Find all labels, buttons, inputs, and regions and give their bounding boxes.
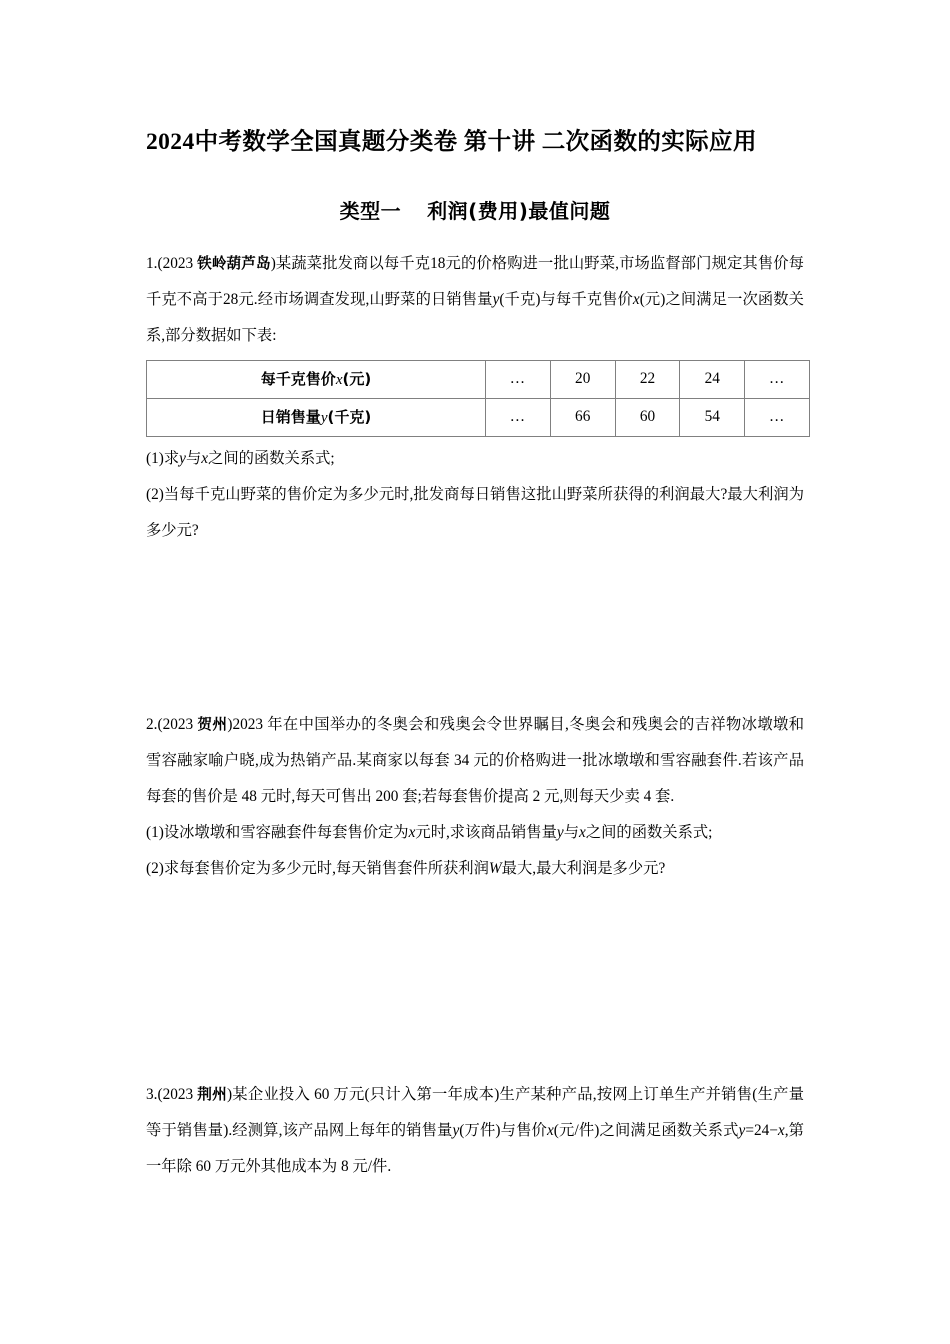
problem-3-source-suffix: ) bbox=[226, 1085, 233, 1103]
problem-2-source-prefix: (2023 bbox=[157, 715, 198, 733]
p2q1-var-y: y bbox=[556, 823, 564, 841]
row-header-sales bbox=[147, 398, 486, 436]
section-name: 利润(费用)最值问题 bbox=[427, 198, 611, 223]
table-cell: 24 bbox=[680, 360, 745, 398]
problem-1-value-18: 18 bbox=[430, 254, 446, 272]
problem-2-stem-text: 2023 年在中国举办的冬奥会和残奥会令世界瞩目,冬奥会和残奥会的吉祥物冰墩墩和雪容融家喻户晓,成为热销产品.某商家以每套 34 元的价格购进一批冰墩墩和雪容融套件.若该产品每套的售价是 48 元时,每天可售出 200 套;若每套售价提高 2 元,则每天少卖 4 套. bbox=[146, 715, 804, 805]
table-row bbox=[147, 398, 810, 436]
table-cell: … bbox=[745, 360, 810, 398]
problem-3-stem-part4: ,第一年除 60 万元外其他成本为 8 元/件. bbox=[146, 1121, 804, 1175]
problem-1-stem-part3: 元.经市场调查发现,山野菜的日销售量 bbox=[238, 290, 493, 308]
p2q1-var-x: x bbox=[408, 823, 416, 841]
table-row bbox=[147, 360, 810, 398]
problem-1-source-suffix: ) bbox=[270, 254, 276, 272]
problem-1-source-prefix: (2023 bbox=[157, 254, 198, 272]
problem-3-formula-rest: =24− bbox=[745, 1121, 778, 1139]
p2q1-mid2: 与 bbox=[563, 823, 579, 841]
problem-1-subquestion-1 bbox=[146, 441, 804, 477]
row-header-sales-text: 日销售量 bbox=[260, 407, 321, 426]
table-cell: 20 bbox=[550, 360, 615, 398]
problem-2-number: 2. bbox=[146, 715, 158, 733]
problem-2 bbox=[146, 707, 804, 887]
problem-2-source: 贺州 bbox=[197, 715, 228, 733]
problem-3-stem-part2: (万件)与售价 bbox=[459, 1121, 547, 1139]
problem-1-stem bbox=[146, 246, 804, 354]
table-cell: 54 bbox=[680, 398, 745, 436]
problem-1-value-28: 28 bbox=[222, 290, 239, 308]
row-header-price-var: x bbox=[335, 371, 343, 388]
p2q1-mid: 元时,求该商品销售量 bbox=[415, 823, 557, 841]
problem-1-stem-part2: 元的价格购进一批山野菜,市场监督部门规定其售价每千克不高于 bbox=[146, 254, 804, 308]
problem-1-number: 1. bbox=[146, 254, 158, 272]
p1q1-var-x: x bbox=[201, 449, 209, 467]
problem-2-stem bbox=[146, 707, 804, 815]
p2q1-post: 之间的函数关系式; bbox=[585, 823, 713, 841]
problem-3-formula-y: y bbox=[738, 1121, 746, 1139]
problem-1-stem-part4: (千克)与每千克售价 bbox=[499, 290, 633, 308]
problem-3-source-prefix: (2023 bbox=[157, 1085, 198, 1103]
problem-1-var-x: x bbox=[632, 290, 640, 308]
row-header-price-text: 每千克售价 bbox=[260, 369, 336, 388]
p2q1-pre: (1)设冰墩墩和雪容融套件每套售价定为 bbox=[146, 823, 409, 841]
problem-1-var-y: y bbox=[492, 290, 500, 308]
problem-1 bbox=[146, 246, 804, 549]
section-heading bbox=[146, 195, 804, 224]
p1q1-pre: (1)求 bbox=[146, 449, 180, 467]
table-cell: … bbox=[486, 360, 551, 398]
row-header-sales-var: y bbox=[320, 409, 328, 426]
problem-1-stem-part1: 某蔬菜批发商以每千克 bbox=[275, 254, 431, 272]
p2q2-pre: (2)求每套售价定为多少元时,每天销售套件所获利润 bbox=[146, 859, 489, 877]
problem-3-var-x: x bbox=[546, 1121, 554, 1139]
table-cell: 60 bbox=[615, 398, 680, 436]
row-header-price bbox=[147, 360, 486, 398]
problem-3-stem-part3: (元/件)之间满足函数关系式 bbox=[553, 1121, 739, 1139]
problem-3-source: 荆州 bbox=[197, 1085, 227, 1103]
p1q1-mid: 与 bbox=[185, 449, 202, 467]
p2q2-var-w: W bbox=[488, 859, 502, 877]
p1q1-var-y: y bbox=[179, 449, 186, 467]
table-cell: … bbox=[745, 398, 810, 436]
row-header-price-unit: (元) bbox=[342, 369, 372, 388]
problem-3-formula-x: x bbox=[777, 1121, 785, 1139]
price-sales-table bbox=[146, 360, 810, 437]
data-table-wrapper bbox=[146, 360, 804, 437]
section-label: 类型一 bbox=[339, 198, 402, 223]
table-cell: 22 bbox=[615, 360, 680, 398]
p2q1-var-x2: x bbox=[579, 823, 586, 841]
table-cell: 66 bbox=[550, 398, 615, 436]
problem-3-number: 3. bbox=[146, 1085, 158, 1103]
problem-1-source: 铁岭葫芦岛 bbox=[197, 254, 271, 272]
row-header-sales-unit: (千克) bbox=[327, 407, 372, 426]
problem-3 bbox=[146, 1077, 804, 1185]
problem-3-stem-part1: 某企业投入 60 万元(只计入第一年成本)生产某种产品,按网上订单生产并销售(生产量等于销售量).经测算,该产品网上每年的销售量 bbox=[146, 1085, 804, 1139]
table-cell: … bbox=[486, 398, 551, 436]
problem-3-var-y: y bbox=[452, 1121, 460, 1139]
problem-2-subquestion-2 bbox=[146, 851, 804, 887]
page-title: 2024中考数学全国真题分类卷 第十讲 二次函数的实际应用 bbox=[146, 129, 757, 155]
problem-3-stem bbox=[146, 1077, 804, 1185]
problem-1-stem-part5: (元)之间满足一次函数关系,部分数据如下表: bbox=[146, 290, 804, 344]
p1q1-post: 之间的函数关系式; bbox=[208, 449, 335, 467]
problem-2-subquestion-1 bbox=[146, 815, 804, 851]
problem-1-subquestion-2: (2)当每千克山野菜的售价定为多少元时,批发商每日销售这批山野菜所获得的利润最大?最大利润为多少元? bbox=[146, 485, 804, 539]
problem-2-source-suffix: ) bbox=[227, 715, 233, 733]
p2q2-post: 最大,最大利润是多少元? bbox=[501, 859, 666, 877]
